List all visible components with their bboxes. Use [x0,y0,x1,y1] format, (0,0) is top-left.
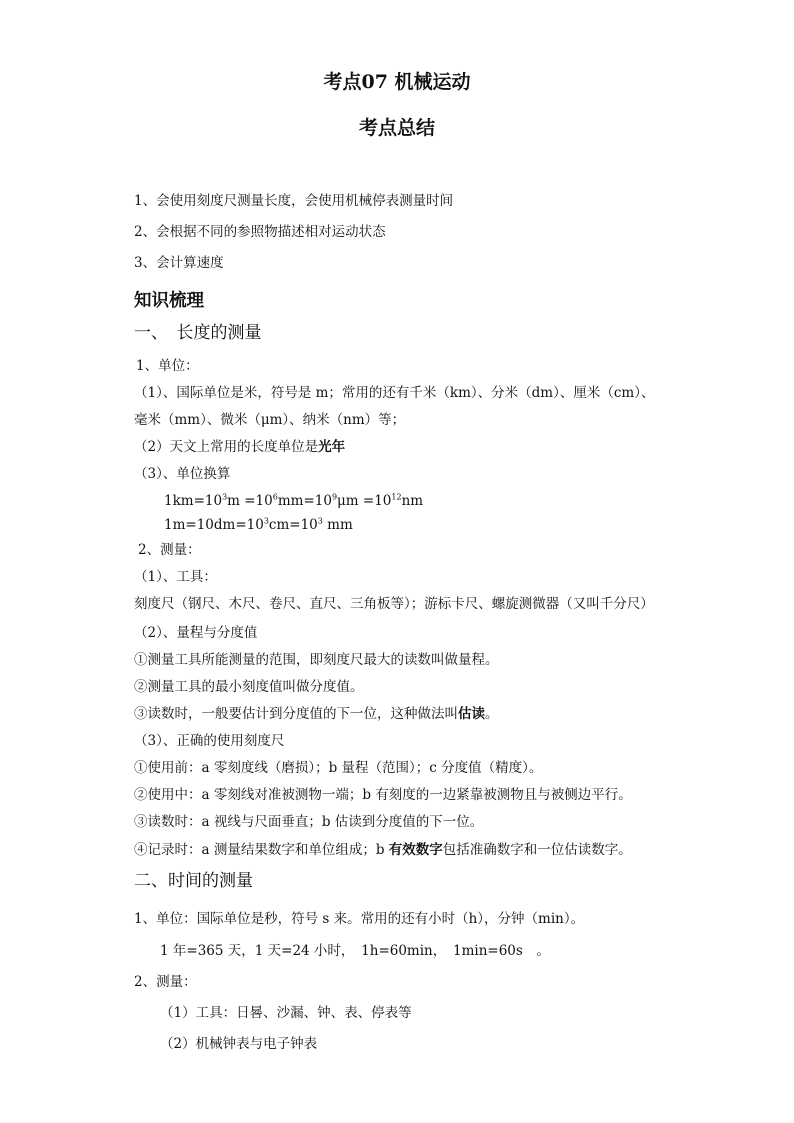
objective-2: 2、会根据不同的参照物描述相对运动状态 [134,224,386,240]
tools-text: 刻度尺（钢尺、木尺、卷尺、直尺、三角板等）；游标卡尺、螺旋测微器（又叫千分尺） [134,596,654,612]
part2-heading: 二、时间的测量 [134,871,253,891]
time-tools: （1）工具：日晷、沙漏、钟、表、停表等 [160,1005,412,1021]
range-item-3-bold: 估读 [458,706,485,722]
unit-item-1a: （1）、国际单位是米，符号是 m；常用的还有千米（km）、分米（dm）、厘米（cm）、 [134,385,655,401]
unit-item-2-bold: 光年 [318,439,346,455]
conv1-part: μm =10 [337,493,392,509]
objective-3: 3、会计算速度 [134,255,224,271]
conversion-line-1 [164,492,423,510]
usage-item-4 [134,841,632,859]
conv2-part: mm [322,517,353,533]
page-subtitle: 考点总结 [358,117,435,139]
range-item-3-suffix: 。 [485,706,499,722]
conv1-exp: 12 [391,492,402,502]
usage-item-4-bold: 有效数字 [388,842,443,858]
conv2-exp: 3 [317,516,323,526]
measure-heading: 2、测量： [138,542,201,558]
section-heading: 知识梳理 [134,291,204,311]
conv1-exp: 9 [331,492,338,502]
unit-item-1b: 毫米（mm）、微米（μm）、纳米（nm）等； [134,412,406,428]
conv1-exp: 6 [272,492,278,502]
conv1-part: m =10 [227,493,273,509]
usage-item-4-text: ④记录时：a 测量结果数字和单位组成；b [134,842,389,858]
conv2-part: cm=10 [268,517,318,533]
range-heading: （2）、量程与分度值 [134,625,258,641]
usage-heading: （3）、正确的使用刻度尺 [134,733,285,749]
conv2-part: 1m=10dm=10 [164,517,264,533]
usage-item-1: ①使用前：a 零刻度线（磨损）；b 量程（范围）；c 分度值（精度）。 [134,760,543,776]
range-item-2: ②测量工具的最小刻度值叫做分度值。 [134,679,364,695]
time-measure-heading: 2、测量： [134,974,197,990]
usage-item-4-suffix: 包括准确数字和一位估读数字。 [442,842,632,858]
range-item-1: ①测量工具所能测量的范围，即刻度尺最大的读数叫做量程。 [134,652,499,668]
conv1-exp: 3 [222,492,228,502]
unit-item-3: （3）、单位换算 [134,466,231,482]
unit-heading: 1、单位： [136,358,199,374]
conv1-part: mm=10 [277,493,332,509]
time-conversion: 1 年=365 天，1 天=24 小时， 1h=60min， 1min=60s 。 [160,943,550,959]
time-unit-text: 1、单位：国际单位是秒，符号 s 来。常用的还有小时（h），分钟（min）。 [134,911,585,927]
conversion-line-2 [164,516,353,534]
range-item-3 [134,705,499,723]
conv2-exp: 3 [263,516,269,526]
time-clocks: （2）机械钟表与电子钟表 [160,1036,318,1052]
part1-heading: 一、 长度的测量 [134,323,262,343]
tools-heading: （1）、工具： [134,569,217,585]
usage-item-3: ③读数时：a 视线与尺面垂直；b 估读到分度值的下一位。 [134,814,484,830]
page-title: 考点07 机械运动 [323,71,471,93]
unit-item-2-text: （2）天文上常用的长度单位是 [134,439,319,455]
range-item-3-text: ③读数时，一般要估计到分度值的下一位，这种做法叫 [134,706,458,722]
conv1-part: nm [401,493,424,509]
usage-item-2: ②使用中：a 零刻线对准被测物一端；b 有刻度的一边紧靠被测物且与被侧边平行。 [134,787,632,803]
objective-1: 1、会使用刻度尺测量长度，会使用机械停表测量时间 [134,193,454,209]
unit-item-2 [134,438,345,456]
conv1-part: 1km=10 [164,493,223,509]
